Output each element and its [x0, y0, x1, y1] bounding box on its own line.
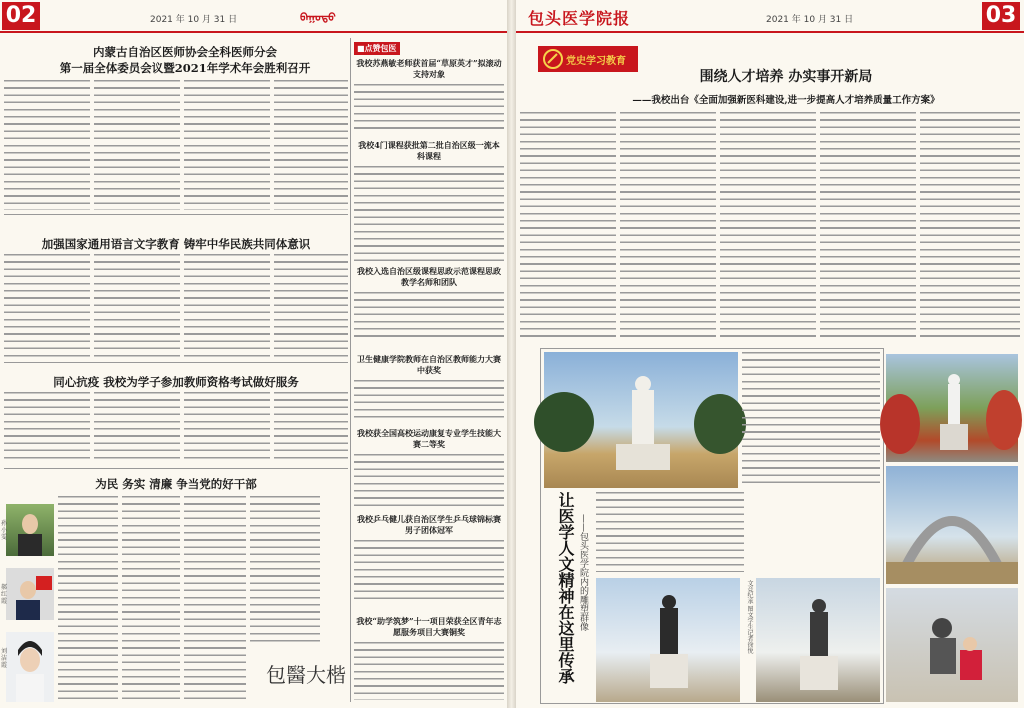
article3-col2 [94, 392, 180, 464]
feature-text-mid [596, 492, 744, 572]
svg-text:包醫大楷: 包醫大楷 [266, 663, 346, 687]
article3-title: 同心抗疫 我校为学子参加教师资格考试做好服务 [53, 375, 299, 389]
divider [4, 214, 348, 215]
feature-credit: 文竞纪承 图文学生记者徐悦 [746, 580, 753, 654]
party-history-banner [538, 46, 638, 72]
sidebar-heading: ■点赞包医 [354, 42, 400, 55]
article3-col4 [274, 392, 348, 464]
masthead: 包头医学院报 [528, 9, 631, 28]
main-article-col2 [620, 112, 716, 340]
article1-col2 [94, 80, 180, 210]
page-gutter [507, 0, 516, 708]
article4-col1 [58, 496, 118, 702]
arch-sculpture-photo [886, 466, 1018, 584]
article4-title: 为民 务实 清廉 争当党的好干部 [95, 477, 257, 491]
header-rule [516, 31, 1024, 33]
main-article-col4 [820, 112, 916, 340]
sidebar-item-6-title: 我校乒乓健儿获自治区学生乒乓球锦标赛男子团体冠军 [357, 514, 501, 535]
article4-col4 [250, 496, 320, 646]
sidebar-item-4-body [354, 380, 504, 422]
article1-col4 [274, 80, 348, 210]
main-subtitle: ——我校出台《全面加强新医科建设,进一步提高人才培养质量工作方案》 [632, 95, 940, 106]
article4-col3 [184, 496, 246, 702]
sidebar-item-7-body [354, 642, 504, 700]
sidebar-item-3-title: 我校入选自治区级课程思政示范课程思政教学名师和团队 [357, 266, 501, 287]
sidebar-item-1-title: 我校苏燕敏老师获首届“草原英才”拟滚动支持对象 [356, 58, 502, 79]
article1-title-line1: 内蒙古自治区医师协会全科医师分会 [93, 45, 277, 59]
sidebar-item-1-body [354, 84, 504, 134]
article4-col2 [122, 496, 180, 702]
feature-vertical-title: 让医学人文精神在这里传承 [556, 492, 575, 684]
article1-col3 [184, 80, 270, 210]
divider [4, 362, 348, 363]
article2-col4 [274, 254, 348, 358]
sidebar-item-4-title: 卫生健康学院教师在自治区教师能力大赛中获奖 [357, 354, 501, 375]
article1-col1 [4, 80, 90, 210]
portrait-photo-1 [6, 504, 54, 556]
feature-vertical-subtitle: ——包头医学院内的雕塑群像 [578, 514, 588, 631]
sidebar-item-2-title: 我校4门课程获批第二批自治区级一流本科课程 [358, 140, 500, 161]
page-left [0, 0, 507, 708]
portrait-photo-2 [6, 568, 54, 620]
portrait-label-2: 郝红霞 [1, 584, 8, 605]
page-number-right: 03 [982, 2, 1020, 30]
portrait-photo-3 [6, 632, 54, 702]
portrait-label-1: 孙小雯 [1, 520, 8, 541]
main-article-col5 [920, 112, 1020, 340]
article2-title: 加强国家通用语言文字教育 铸牢中华民族共同体意识 [41, 237, 311, 251]
page-right [516, 0, 1024, 708]
article2-col1 [4, 254, 90, 358]
main-article-col1 [520, 112, 616, 340]
calligraphy-seal [262, 652, 346, 696]
banner-text: 党史学习教育 [566, 56, 626, 67]
statue-photo-dark [596, 578, 740, 702]
article3-col1 [4, 392, 90, 464]
portrait-label-3: 刘洁霞 [1, 648, 8, 669]
sidebar-item-7-title: 我校“助学筑梦”十一项目荣获全区青年志愿服务项目大赛铜奖 [356, 616, 502, 637]
article2-col3 [184, 254, 270, 358]
main-title: 围绕人才培养 办实事开新局 [699, 69, 873, 85]
article3-col3 [184, 392, 270, 464]
sidebar-item-5-body [354, 454, 504, 506]
statue-photo-main [544, 352, 738, 488]
feature-text-top [742, 352, 880, 488]
sidebar-item-2-body [354, 166, 504, 262]
date-right: 2021 年 10 月 31 日 [766, 15, 854, 25]
statue-photo-seated [886, 588, 1018, 702]
sidebar-item-6-body [354, 540, 504, 604]
article1-title-line2: 第一届全体委员会议暨2021年学术年会胜利召开 [59, 61, 311, 75]
statue-photo-garden [886, 354, 1018, 462]
mongolian-masthead: ᠪᠠᠭᠤᠲᠤ [300, 11, 336, 24]
page-number-left: 02 [2, 2, 40, 30]
article2-col2 [94, 254, 180, 358]
sidebar-item-5-title: 我校获全国高校运动康复专业学生技能大赛二等奖 [357, 428, 501, 449]
divider [4, 468, 348, 469]
main-article-col3 [720, 112, 816, 340]
header-rule [0, 31, 507, 33]
sidebar-divider [350, 38, 351, 702]
sidebar-item-3-body [354, 292, 504, 342]
date-left: 2021 年 10 月 31 日 [150, 15, 238, 25]
statue-photo-suit [756, 578, 880, 702]
